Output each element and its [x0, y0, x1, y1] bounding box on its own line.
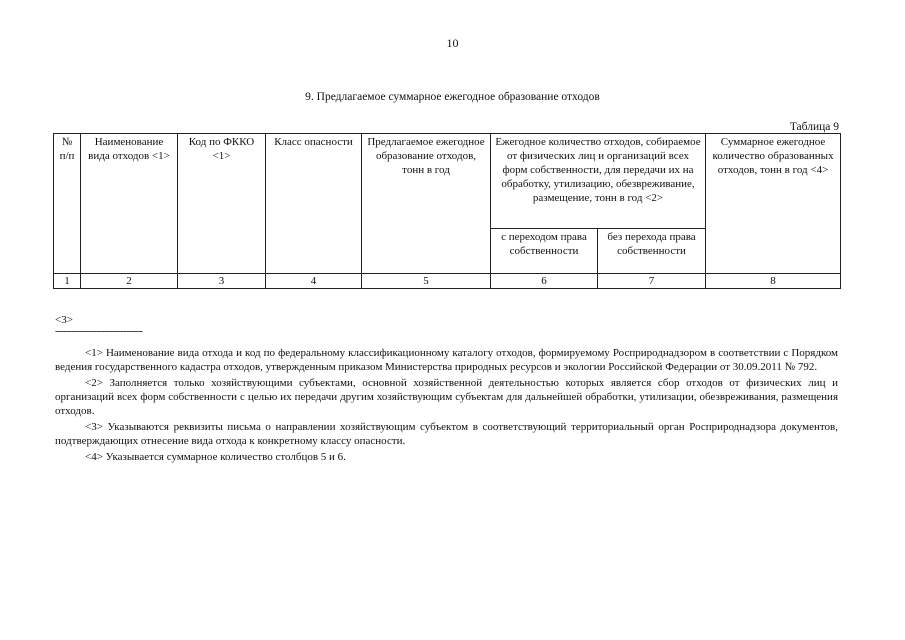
footnote-2: <2> Заполняется только хозяйствующими субъектами, основной хозяйственной деятельностью которых является сбор отходов от физических лиц и организаций всех форм собственности с целью их передачи другим хозяйствующим субъектам для дальнейшей обработки, утилизации, обезвреживания, размещения отходов. — [55, 377, 838, 417]
page-number: 10 — [446, 36, 459, 50]
section-title: 9. Предлагаемое суммарное ежегодное образование отходов — [305, 91, 600, 103]
column-number: 6 — [491, 274, 598, 289]
column-number: 1 — [54, 274, 81, 289]
footnotes — [55, 346, 838, 466]
header-cell-without-ownership-transfer: без перехода права собственности — [598, 229, 706, 274]
footnote-1: <1> Наименование вида отхода и код по федеральному классификационному каталогу отходов, формируемому Росприроднадзором в соответствии с Порядком ведения государственного кадастра отходов, утвержденным приказом Министерства природных ресурсов и экологии Российской Федерации от 30.09.2011 № 792. — [55, 347, 838, 373]
header-cell-proposed-annual: Предлагаемое ежегодное образование отходов, тонн в год — [362, 134, 491, 274]
header-cell-collected-group: Ежегодное количество отходов, собираемое от физических лиц и организаций всех форм собственности, для передачи их на обработку, утилизацию, обезвреживание, размещение, тонн в год <2> — [491, 134, 706, 229]
table-label: Таблица 9 — [789, 121, 839, 133]
column-number: 7 — [598, 274, 706, 289]
column-number: 5 — [362, 274, 491, 289]
column-number: 8 — [706, 274, 841, 289]
waste-table — [53, 133, 841, 289]
column-number: 2 — [81, 274, 178, 289]
header-cell-hazard-class: Класс опасности — [266, 134, 362, 274]
footnote-4: <4> Указывается суммарное количество столбцов 5 и 6. — [85, 451, 346, 463]
footnote-3: <3> Указываются реквизиты письма о направлении хозяйствующим субъектом в соответствующий территориальный орган Росприроднадзора документов, подтверждающих отнесение вида отхода к конкретному классу опасности. — [55, 421, 838, 447]
header-cell-waste-name: Наименование вида отходов <1> — [81, 134, 178, 274]
header-cell-fkko-code: Код по ФККО <1> — [178, 134, 266, 274]
note-marker: <3> — [55, 314, 73, 326]
header-cell-with-ownership-transfer: с переходом права собственности — [491, 229, 598, 274]
header-cell-number: № п/п — [54, 134, 81, 274]
column-number: 4 — [266, 274, 362, 289]
header-cell-total-annual: Суммарное ежегодное количество образованных отходов, тонн в год <4> — [706, 134, 841, 274]
footnote-separator: -------------------------------- — [55, 326, 143, 337]
column-number: 3 — [178, 274, 266, 289]
